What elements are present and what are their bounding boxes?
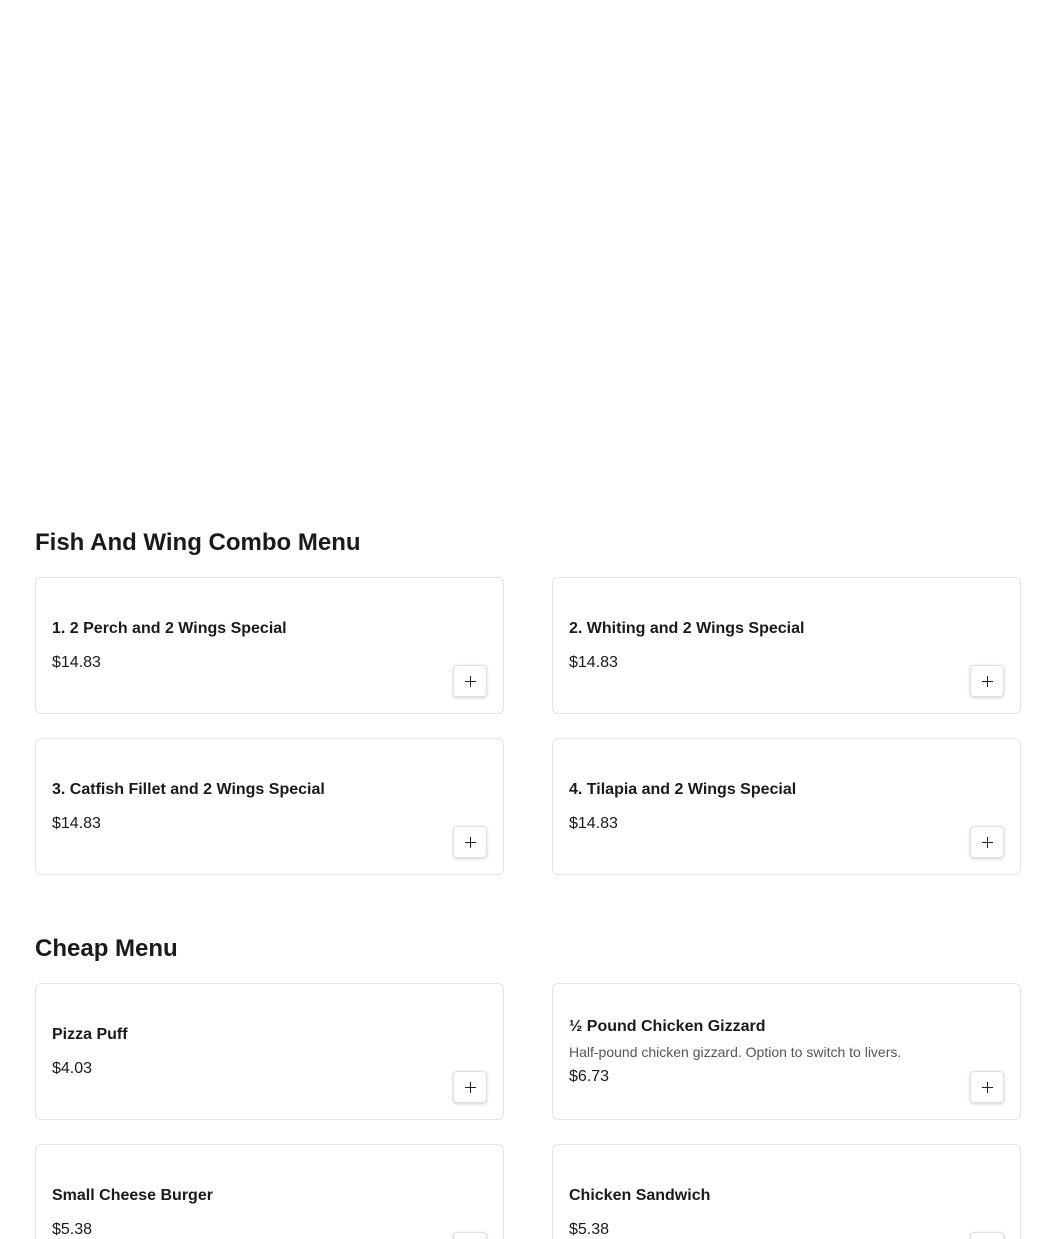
menu-item-info xyxy=(569,578,960,713)
menu-item-price: $14.83 xyxy=(52,814,101,832)
section-title: Fish And Wing Combo Menu xyxy=(35,529,361,556)
menu-item-card[interactable] xyxy=(35,983,504,1120)
add-to-cart-button[interactable] xyxy=(970,826,1004,858)
add-to-cart-button[interactable] xyxy=(970,665,1004,697)
plus-icon xyxy=(982,676,993,687)
menu-item-description: Half-pound chicken gizzard. Option to switch to livers. xyxy=(569,1043,902,1060)
menu-item-name: 4. Tilapia and 2 Wings Special xyxy=(569,780,797,798)
menu-item-info xyxy=(569,984,960,1119)
menu-item-price: $14.83 xyxy=(569,814,618,832)
menu-item-grid xyxy=(35,577,1021,875)
menu-section-fish-and-wing-combo xyxy=(0,525,1050,875)
add-to-cart-button[interactable] xyxy=(453,1071,487,1103)
plus-icon xyxy=(465,676,476,687)
menu-item-price: $14.83 xyxy=(569,653,618,671)
menu-item-price: $14.83 xyxy=(52,653,101,671)
menu-item-name: Small Cheese Burger xyxy=(52,1186,213,1204)
add-to-cart-button[interactable] xyxy=(453,1232,487,1239)
menu-item-card[interactable] xyxy=(552,1144,1021,1239)
plus-icon xyxy=(465,1082,476,1093)
menu-item-card[interactable] xyxy=(35,738,504,875)
menu-item-name: 3. Catfish Fillet and 2 Wings Special xyxy=(52,780,325,798)
menu-item-card[interactable] xyxy=(35,1144,504,1239)
hero-placeholder xyxy=(0,0,1050,525)
menu-item-name: Pizza Puff xyxy=(52,1025,128,1043)
menu-item-info xyxy=(52,1145,443,1239)
menu-item-info xyxy=(569,739,960,874)
plus-icon xyxy=(465,837,476,848)
add-to-cart-button[interactable] xyxy=(970,1232,1004,1239)
menu-item-name: ½ Pound Chicken Gizzard xyxy=(569,1017,766,1035)
section-title: Cheap Menu xyxy=(35,935,178,962)
menu-item-price: $5.38 xyxy=(52,1220,93,1238)
menu-item-info xyxy=(52,984,443,1119)
menu-section-cheap-menu xyxy=(0,931,1050,1239)
plus-icon xyxy=(982,837,993,848)
menu-item-price: $4.03 xyxy=(52,1059,93,1077)
menu-item-name: 1. 2 Perch and 2 Wings Special xyxy=(52,619,287,637)
add-to-cart-button[interactable] xyxy=(970,1071,1004,1103)
menu-item-info xyxy=(52,578,443,713)
menu-item-info xyxy=(569,1145,960,1239)
menu-item-price: $5.38 xyxy=(569,1220,610,1238)
menu-item-info xyxy=(52,739,443,874)
menu-item-name: Chicken Sandwich xyxy=(569,1186,711,1204)
menu-item-name: 2. Whiting and 2 Wings Special xyxy=(569,619,805,637)
menu-item-grid xyxy=(35,983,1021,1239)
menu-item-card[interactable] xyxy=(35,577,504,714)
menu-item-card[interactable] xyxy=(552,983,1021,1120)
add-to-cart-button[interactable] xyxy=(453,665,487,697)
menu-item-price: $6.73 xyxy=(569,1067,610,1085)
menu-item-card[interactable] xyxy=(552,738,1021,875)
add-to-cart-button[interactable] xyxy=(453,826,487,858)
menu-item-card[interactable] xyxy=(552,577,1021,714)
plus-icon xyxy=(982,1082,993,1093)
